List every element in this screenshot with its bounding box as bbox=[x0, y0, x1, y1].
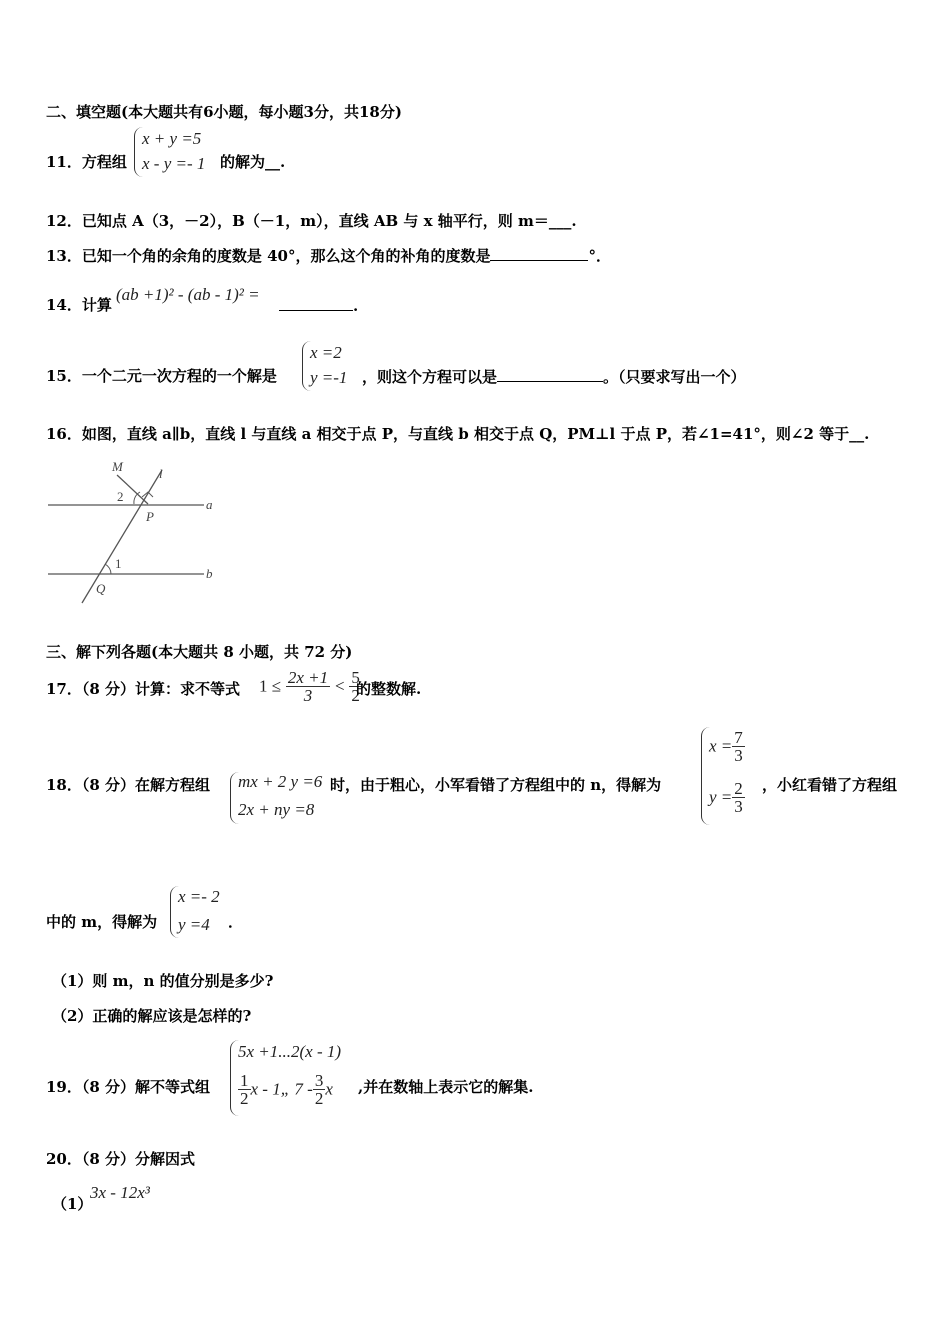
label-p: P bbox=[146, 509, 154, 524]
label-m: M bbox=[112, 459, 123, 474]
label-q: Q bbox=[96, 581, 106, 596]
q13-suffix: °． bbox=[588, 247, 611, 265]
q18-sub1: （1）则 m，n 的值分别是多少? bbox=[52, 972, 274, 990]
q13-text: 13．已知一个角的余角的度数是 40°，那么这个角的补角的度数是 bbox=[46, 247, 491, 265]
section-2-title: 二、填空题(本大题共有6小题，每小题3分，共18分) bbox=[46, 103, 402, 121]
q18-equation-system bbox=[230, 772, 335, 824]
q18-middle: 时，由于粗心，小军看错了方程组中的 n，得解为 bbox=[330, 776, 662, 794]
q19-frac-b bbox=[313, 1072, 326, 1107]
question-11 bbox=[46, 152, 127, 172]
question-18 bbox=[46, 775, 210, 795]
q18-line2-prefix: 中的 m，得解为 bbox=[46, 913, 158, 931]
question-17 bbox=[46, 679, 240, 699]
section-3-title: 三、解下列各题(本大题共 8 小题，共 72 分) bbox=[46, 643, 353, 661]
q15-solution-system bbox=[302, 341, 365, 391]
q17-fraction bbox=[286, 669, 330, 704]
q14-answer-blank[interactable] bbox=[279, 295, 353, 311]
q15-middle: ，则这个方程可以是 bbox=[362, 368, 498, 386]
q19-prefix: 19．（8 分）解不等式组 bbox=[46, 1078, 211, 1096]
q19-suffix: ,并在数轴上表示它的解集. bbox=[358, 1078, 534, 1096]
question-16: 16．如图，直线 a∥b，直线 l 与直线 a 相交于点 P，与直线 b 相交于点 Q，PM⊥l 于点 P，若∠1=41°，则∠2 等于__. bbox=[46, 425, 870, 443]
q19-inequality-system bbox=[230, 1040, 363, 1116]
q11-number: 11． bbox=[46, 153, 82, 171]
q18-sol2-y: y =4 bbox=[178, 915, 210, 934]
q19-frac-a-num: 1 bbox=[240, 1071, 249, 1090]
question-20: 20．（8 分）分解因式 bbox=[46, 1150, 196, 1168]
q15-answer-blank[interactable] bbox=[497, 366, 603, 382]
question-14 bbox=[46, 295, 112, 315]
q17-inequality bbox=[259, 669, 362, 704]
q18-sol1-y-den: 3 bbox=[734, 797, 743, 816]
q13-answer-blank[interactable] bbox=[490, 245, 588, 261]
question-12: 12．已知点 A（3，－2），B（－1，m），直线 AB 与 x 轴平行，则 m＝___. bbox=[46, 212, 577, 230]
label-1: 1 bbox=[115, 556, 122, 571]
q11-suffix: 的解为__. bbox=[220, 153, 286, 171]
q19-frac-a-den: 2 bbox=[240, 1089, 249, 1108]
q15-eq1: x =2 bbox=[310, 343, 342, 362]
q18-sol1-y-row bbox=[709, 780, 745, 815]
q18-sol1-x-row bbox=[709, 729, 745, 764]
label-b: b bbox=[206, 566, 213, 581]
q17-prefix: 17．（8 分）计算：求不等式 bbox=[46, 680, 241, 698]
q18-sol2-x: x =- 2 bbox=[178, 887, 220, 906]
q19-eq2-end: x bbox=[325, 1079, 333, 1099]
label-2: 2 bbox=[117, 489, 124, 504]
q18-sol1-x-frac bbox=[732, 729, 745, 764]
q17-numerator-2: 5 bbox=[351, 668, 360, 687]
q15-eq2: y =-1 bbox=[310, 368, 348, 387]
q16-figure bbox=[44, 456, 224, 606]
q18-sol1-x-den: 3 bbox=[734, 746, 743, 765]
q11-prefix: 方程组 bbox=[81, 153, 127, 171]
q14-expression: (ab +1)² - (ab - 1)² = bbox=[116, 285, 260, 304]
q18-sol1-x-num: 7 bbox=[734, 728, 743, 747]
q18-sub2: （2）正确的解应该是怎样的? bbox=[52, 1007, 252, 1025]
angle-2-arc bbox=[134, 492, 140, 504]
q15-prefix: 15．一个二元一次方程的一个解是 bbox=[46, 367, 277, 385]
q18-sol1-x: x = bbox=[709, 736, 733, 756]
q15-tail bbox=[362, 366, 746, 387]
q20-sub1-expression: 3x - 12x³ bbox=[90, 1183, 150, 1202]
q17-lhs: 1 ≤ bbox=[259, 676, 282, 696]
q19-eq2-row bbox=[238, 1072, 333, 1107]
question-19 bbox=[46, 1077, 210, 1097]
q17-suffix: 的整数解. bbox=[356, 680, 422, 698]
q11-equation-system bbox=[134, 127, 223, 177]
q17-denominator-2: 2 bbox=[351, 686, 360, 705]
q18-sol1-y: y = bbox=[709, 787, 733, 807]
label-a: a bbox=[206, 497, 213, 512]
q17-numerator: 2x +1 bbox=[287, 668, 329, 687]
question-15 bbox=[46, 366, 277, 386]
q18-line2-suffix: ． bbox=[228, 913, 244, 931]
angle-1-arc bbox=[105, 564, 111, 574]
q18-line2 bbox=[46, 912, 157, 932]
q18-eq2: 2x + ny =8 bbox=[238, 800, 315, 819]
q14-prefix: 14．计算 bbox=[46, 296, 112, 314]
q18-tail: ，小红看错了方程组 bbox=[762, 776, 898, 794]
q18-solution-1 bbox=[701, 727, 764, 825]
q14-suffix: . bbox=[353, 297, 359, 315]
q11-eq1: x + y =5 bbox=[142, 129, 202, 148]
q19-frac-b-num: 3 bbox=[314, 1071, 324, 1090]
q15-suffix: 。（只要求写出一个） bbox=[603, 368, 746, 386]
q17-denominator: 3 bbox=[303, 686, 313, 705]
q18-solution-2 bbox=[170, 886, 233, 938]
q19-eq2-mid: x - 1„ 7 - bbox=[250, 1079, 313, 1099]
label-l: l bbox=[159, 466, 163, 481]
q18-eq1: mx + 2 y =6 bbox=[238, 772, 323, 791]
q11-eq2: x - y =- 1 bbox=[142, 154, 206, 173]
q17-lt: < bbox=[334, 676, 345, 696]
q19-frac-a bbox=[238, 1072, 251, 1107]
q18-sol1-y-num: 2 bbox=[734, 779, 743, 798]
q19-eq1: 5x +1...2(x - 1) bbox=[238, 1042, 342, 1061]
q14-tail bbox=[279, 295, 358, 316]
q19-frac-b-den: 2 bbox=[314, 1089, 324, 1108]
q20-sub1-label: （1） bbox=[52, 1195, 93, 1213]
q18-prefix: 18．（8 分）在解方程组 bbox=[46, 776, 211, 794]
question-13 bbox=[46, 245, 611, 266]
q18-sol1-y-frac bbox=[732, 780, 745, 815]
